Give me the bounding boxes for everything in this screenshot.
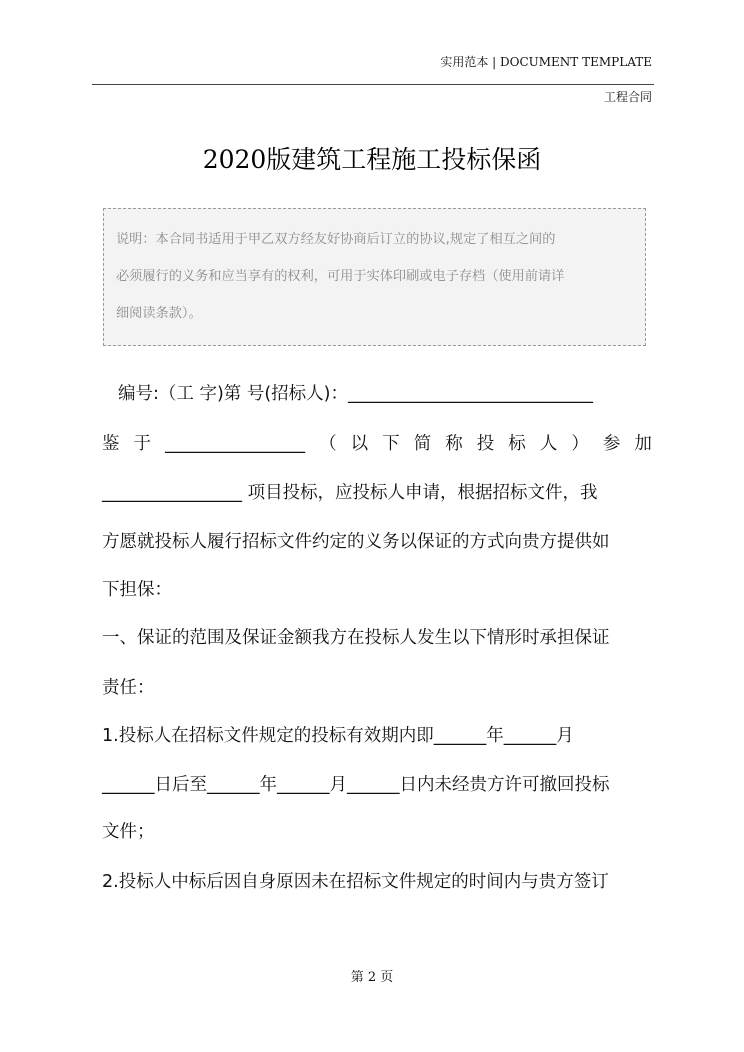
body-line-section-heading: 一、保证的范围及保证金额我方在投标人发生以下情形时承担保证 [102, 628, 610, 648]
body-text-segment: 于 [133, 434, 152, 454]
body-text-segment: ） [571, 434, 589, 454]
note-box [103, 208, 646, 346]
body-text-segment: 加 [634, 434, 652, 454]
body-line: ______日后至______年______月______日内未经贵方许可撤回投标 [102, 775, 610, 795]
body-text-segment: 投 [476, 434, 495, 454]
note-line: 必须履行的义务和应当享有的权利，可用于实体印刷或电子存档（使用前请详 [116, 269, 565, 284]
body-line: 1.投标人在招标文件规定的投标有效期内即______年______月 [102, 726, 574, 746]
body-line: ________________ 项目投标，应投标人申请，根据招标文件，我 [102, 483, 598, 503]
header-rule [92, 84, 654, 85]
body-text-segment: 标 [508, 434, 526, 454]
body-text-segment: 参 [602, 434, 621, 454]
header-category: 工程合同 [603, 90, 652, 104]
body-line: 下担保： [102, 580, 172, 600]
body-text-segment: （ [319, 434, 337, 454]
body-line: 2.投标人中标后因自身原因未在招标文件规定的时间内与贵方签订 [102, 872, 609, 892]
body-text-segment: 鉴 [102, 434, 120, 454]
page-number: 第 2 页 [350, 970, 394, 985]
note-line: 说明：本合同书适用于甲乙双方经友好协商后订立的协议,规定了相互之间的 [116, 232, 556, 247]
body-line: 方愿就投标人履行招标文件约定的义务以保证的方式向贵方提供如 [102, 532, 610, 552]
note-line: 细阅读条款）。 [116, 306, 202, 321]
body-text-segment: 人 [539, 434, 558, 454]
body-text-segment: 下 [382, 434, 400, 454]
body-line: 文件； [102, 822, 155, 842]
body-text-segment: 以 [350, 434, 369, 454]
document-title: 2020版建筑工程施工投标保函 [202, 145, 542, 174]
body-text-segment: 称 [445, 434, 463, 454]
header-doc-label: 实用范本 | DOCUMENT TEMPLATE [440, 55, 652, 69]
body-line-whereas [102, 432, 652, 456]
body-text-segment: ________________ [165, 434, 306, 454]
body-line-serial: 编号:（工 字)第 号(招标人)：____________________________ [118, 384, 594, 404]
body-text-segment: 简 [413, 434, 432, 454]
body-line: 责任： [102, 678, 155, 698]
